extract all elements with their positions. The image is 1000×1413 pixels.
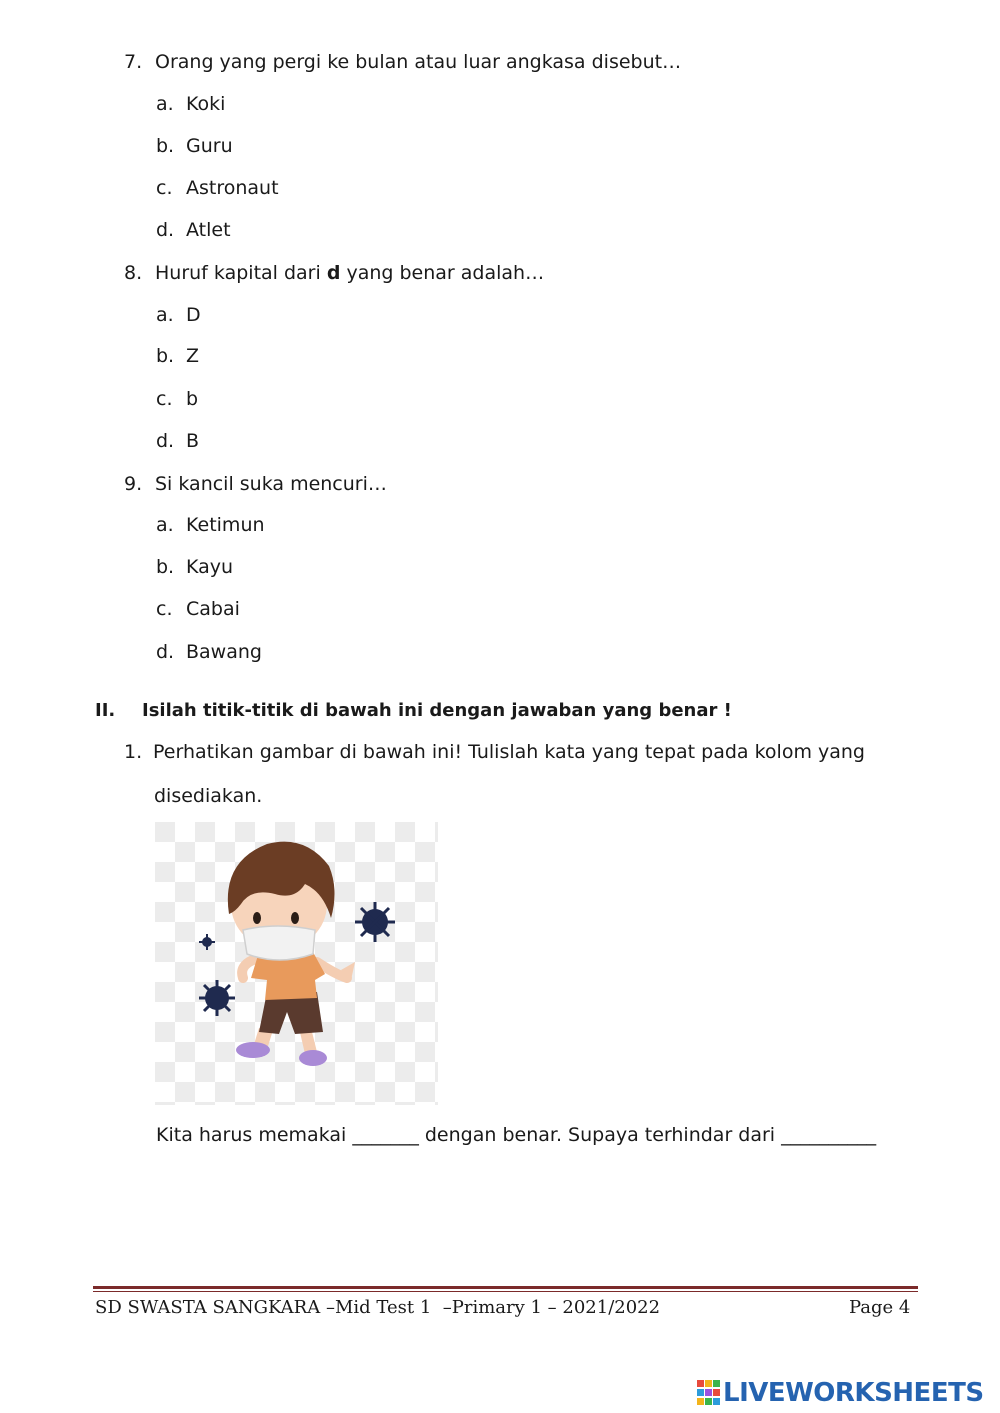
footer-divider-thin (93, 1291, 918, 1292)
option-text: Z (186, 345, 200, 367)
option-text: B (186, 430, 200, 452)
option-letter: a. (156, 304, 174, 326)
question-text-start: Huruf kapital dari (155, 262, 327, 284)
liveworksheets-icon (697, 1380, 721, 1406)
section-number: II. (95, 700, 116, 721)
question-9 (124, 473, 387, 495)
section-instruction: Isilah titik-titik di bawah ini dengan jawaban yang benar ! (142, 700, 732, 721)
question-number: 7. (124, 51, 143, 73)
option-7b[interactable] (156, 135, 233, 157)
question-text-bold: d (326, 262, 341, 284)
question-number: 8. (124, 262, 143, 284)
option-letter: c. (156, 177, 173, 199)
right-eye (291, 912, 299, 924)
option-8a[interactable] (156, 304, 201, 326)
child-mask-virus-illustration (155, 822, 438, 1105)
option-text: Ketimun (186, 514, 265, 536)
option-7d[interactable] (156, 219, 231, 241)
option-8c[interactable] (156, 388, 198, 410)
option-8d[interactable] (156, 430, 199, 452)
option-letter: b. (156, 135, 175, 157)
option-9b[interactable] (156, 556, 233, 578)
option-text: Astronaut (186, 177, 279, 199)
footer-school-info: SD SWASTA SANGKARA –Mid Test 1 –Primary 1 – 2021/2022 (95, 1297, 661, 1318)
option-letter: d. (156, 430, 175, 452)
option-9c[interactable] (156, 598, 240, 620)
option-letter: b. (156, 345, 175, 367)
face-mask (243, 926, 315, 960)
footer-divider (93, 1286, 918, 1289)
option-text: b (186, 388, 199, 410)
option-letter: d. (156, 219, 175, 241)
option-letter: b. (156, 556, 175, 578)
fill-in-sentence[interactable]: Kita harus memakai _______ dengan benar. Supaya terhindar dari __________ (156, 1124, 877, 1146)
question-number: 9. (124, 473, 143, 495)
item-number: 1. (124, 741, 143, 763)
question-8 (124, 262, 544, 284)
option-letter: a. (156, 514, 174, 536)
virus-icon (199, 980, 235, 1016)
virus-icon (355, 902, 395, 942)
left-eye (253, 912, 261, 924)
liveworksheets-logo (697, 1377, 984, 1409)
option-text: Guru (186, 135, 233, 157)
question-7 (124, 51, 681, 73)
option-8b[interactable] (156, 345, 199, 367)
section-heading (95, 700, 732, 721)
option-letter: a. (156, 93, 174, 115)
option-letter: d. (156, 641, 175, 663)
item-text-line1: Perhatikan gambar di bawah ini! Tulislah kata yang tepat pada kolom yang (153, 741, 865, 763)
left-shoe (236, 1042, 270, 1058)
option-text: Koki (186, 93, 226, 115)
option-text: Kayu (186, 556, 234, 578)
option-9a[interactable] (156, 514, 265, 536)
option-letter: c. (156, 388, 173, 410)
option-7c[interactable] (156, 177, 279, 199)
option-text: D (186, 304, 201, 326)
option-9d[interactable] (156, 641, 262, 663)
question-text: Si kancil suka mencuri… (155, 473, 387, 495)
option-text: Atlet (186, 219, 231, 241)
page-number: Page 4 (849, 1297, 911, 1318)
option-text: Cabai (186, 598, 240, 620)
question-text: Orang yang pergi ke bulan atau luar angkasa disebut… (155, 51, 682, 73)
option-7a[interactable] (156, 93, 225, 115)
brand-name: LIVEWORKSHEETS (723, 1378, 984, 1408)
item-1-prompt (124, 741, 865, 763)
question-text-end: yang benar adalah… (340, 262, 545, 284)
option-text: Bawang (186, 641, 262, 663)
option-letter: c. (156, 598, 173, 620)
right-shoe (299, 1050, 327, 1066)
item-text-line2: disediakan. (154, 785, 263, 807)
